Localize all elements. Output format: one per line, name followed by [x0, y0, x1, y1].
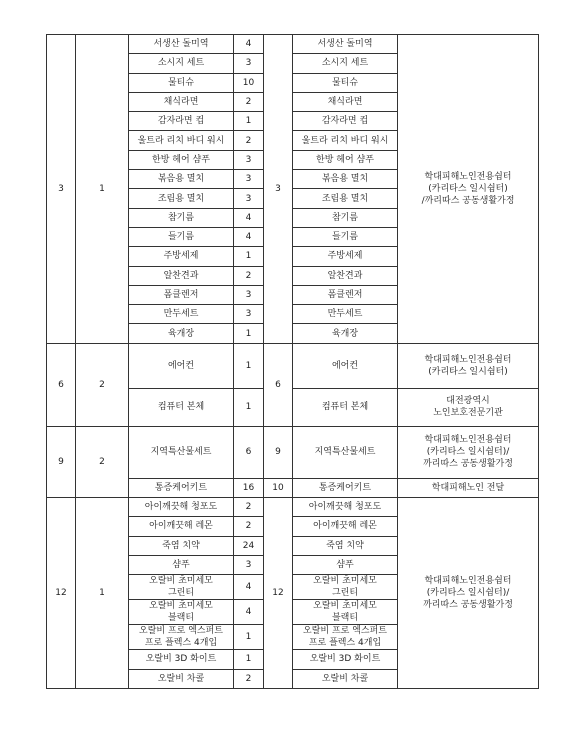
group-count: 2: [76, 343, 129, 426]
item-qty: 2: [234, 266, 264, 285]
item-name-2: 육개장: [293, 324, 398, 343]
item-name-2: 지역특산물세트: [293, 426, 398, 478]
item-name: 샴푸: [129, 555, 234, 574]
item-name: 만두세트: [129, 305, 234, 324]
item-name: 에어컨: [129, 343, 234, 388]
group-number-2: 6: [264, 343, 293, 426]
item-name: 오랄비 차콜: [129, 669, 234, 688]
group-number: 3: [47, 35, 76, 344]
item-name-2: 에어컨: [293, 343, 398, 388]
item-name: 통증케어키트: [129, 478, 234, 497]
item-name: 서생산 돌미역: [129, 35, 234, 54]
group-number-2: 12: [264, 498, 293, 689]
item-name-2: 오랄비 3D 화이트: [293, 650, 398, 669]
item-qty: 1: [234, 247, 264, 266]
item-qty: 3: [234, 189, 264, 208]
item-qty: 1: [234, 388, 264, 426]
item-qty: 2: [234, 498, 264, 517]
item-name-2: 폼클렌저: [293, 285, 398, 304]
item-name: 한방 헤어 샴푸: [129, 150, 234, 169]
item-qty: 1: [234, 324, 264, 343]
item-name-2: 아이깨끗해 레몬: [293, 517, 398, 536]
item-qty: 6: [234, 426, 264, 478]
item-name: 알찬견과: [129, 266, 234, 285]
recipient-cell: 학대피해노인전용쉼터 (카리타스 일시쉼터)/ 까리따스 공동생활가정: [398, 498, 539, 689]
table-row: [47, 35, 539, 54]
item-name: 육개장: [129, 324, 234, 343]
item-qty: 24: [234, 536, 264, 555]
group-number: 6: [47, 343, 76, 426]
item-qty: 4: [234, 600, 264, 625]
item-qty: 2: [234, 669, 264, 688]
item-name: 아이깨끗해 레몬: [129, 517, 234, 536]
group-count: 1: [76, 35, 129, 344]
item-qty: 10: [234, 73, 264, 92]
item-name: 주방세제: [129, 247, 234, 266]
item-name-2: 죽염 치약: [293, 536, 398, 555]
item-name: 오랄비 3D 화이트: [129, 650, 234, 669]
item-qty: 2: [234, 131, 264, 150]
group-count: 2: [76, 426, 129, 497]
item-name-2: 참기름: [293, 208, 398, 227]
item-qty: 16: [234, 478, 264, 497]
item-qty: 1: [234, 112, 264, 131]
group-count: 1: [76, 498, 129, 689]
item-name-2: 알찬견과: [293, 266, 398, 285]
item-name: 아이깨끗해 청포도: [129, 498, 234, 517]
group-number: 12: [47, 498, 76, 689]
recipient-cell: 학대피해노인전용쉼터 (카리타스 일시쉼터): [398, 343, 539, 388]
item-name-2: 주방세제: [293, 247, 398, 266]
item-name: 채식라면: [129, 92, 234, 111]
item-name: 울트라 리치 바디 워시: [129, 131, 234, 150]
item-name: 컴퓨터 본체: [129, 388, 234, 426]
item-qty: 3: [234, 305, 264, 324]
item-qty: 3: [234, 54, 264, 73]
recipient-cell: 학대피해노인전용쉼터 (카리타스 일시쉼터)/ 까리따스 공동생활가정: [398, 426, 539, 478]
recipient-cell: 학대피해노인전용쉼터 (카리타스 일시쉼터) /까리따스 공동생활가정: [398, 35, 539, 344]
item-name: 폼클렌저: [129, 285, 234, 304]
item-qty: 4: [234, 227, 264, 246]
item-qty: 3: [234, 555, 264, 574]
item-name-2: 서생산 돌미역: [293, 35, 398, 54]
item-name: 조림용 멸치: [129, 189, 234, 208]
item-name-2: 물티슈: [293, 73, 398, 92]
item-qty: 1: [234, 625, 264, 650]
item-qty: 3: [234, 170, 264, 189]
item-qty: 3: [234, 285, 264, 304]
item-name-2: 울트라 리치 바디 워시: [293, 131, 398, 150]
item-name-2: 소시지 세트: [293, 54, 398, 73]
item-qty: 1: [234, 343, 264, 388]
group-number-2: 10: [264, 478, 293, 497]
item-name: 오랄비 프로 엑스퍼트 프로 플렉스 4개입: [129, 625, 234, 650]
item-name: 오랄비 초미세모 블랙티: [129, 600, 234, 625]
item-qty: 2: [234, 517, 264, 536]
item-name: 지역특산물세트: [129, 426, 234, 478]
item-name-2: 샴푸: [293, 555, 398, 574]
item-qty: 4: [234, 35, 264, 54]
item-name-2: 오랄비 프로 엑스퍼트 프로 플렉스 4개입: [293, 625, 398, 650]
item-name: 오랄비 초미세모 그린티: [129, 575, 234, 600]
item-name: 죽염 치약: [129, 536, 234, 555]
group-number: 9: [47, 426, 76, 497]
item-name-2: 들기름: [293, 227, 398, 246]
item-qty: 1: [234, 650, 264, 669]
item-name-2: 채식라면: [293, 92, 398, 111]
item-name-2: 한방 헤어 샴푸: [293, 150, 398, 169]
item-qty: 4: [234, 575, 264, 600]
item-qty: 3: [234, 150, 264, 169]
item-qty: 4: [234, 208, 264, 227]
item-name-2: 오랄비 초미세모 그린티: [293, 575, 398, 600]
item-name-2: 감자라면 컵: [293, 112, 398, 131]
item-name: 감자라면 컵: [129, 112, 234, 131]
item-name: 물티슈: [129, 73, 234, 92]
item-name-2: 조림용 멸치: [293, 189, 398, 208]
recipient-cell: 학대피해노인 전달: [398, 478, 539, 497]
donation-table: [46, 34, 539, 689]
table-row: [47, 343, 539, 388]
item-name-2: 아이깨끗해 청포도: [293, 498, 398, 517]
item-name: 참기름: [129, 208, 234, 227]
item-name-2: 오랄비 초미세모 블랙티: [293, 600, 398, 625]
item-name-2: 만두세트: [293, 305, 398, 324]
item-name-2: 볶음용 멸치: [293, 170, 398, 189]
group-number-2: 9: [264, 426, 293, 478]
item-name: 소시지 세트: [129, 54, 234, 73]
item-name-2: 통증케어키트: [293, 478, 398, 497]
table-row: [47, 426, 539, 478]
item-name-2: 오랄비 차콜: [293, 669, 398, 688]
item-name: 들기름: [129, 227, 234, 246]
group-number-2: 3: [264, 35, 293, 344]
item-name: 볶음용 멸치: [129, 170, 234, 189]
table-row: [47, 498, 539, 517]
recipient-cell: 대전광역시 노인보호전문기관: [398, 388, 539, 426]
item-qty: 2: [234, 92, 264, 111]
item-name-2: 컴퓨터 본체: [293, 388, 398, 426]
